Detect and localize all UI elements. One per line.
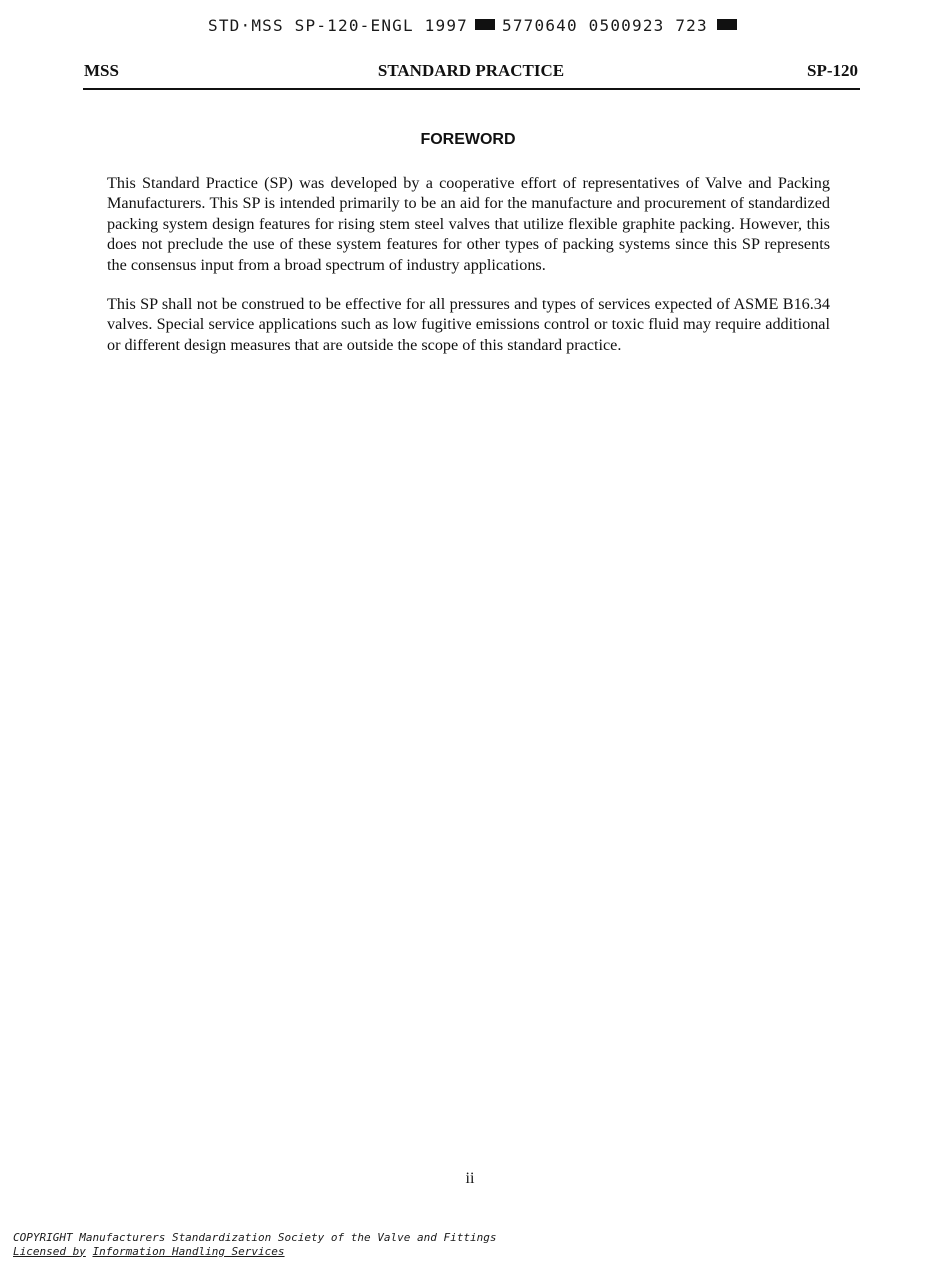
- copyright-footer: [13, 1231, 496, 1258]
- license-prefix: Licensed by: [13, 1244, 86, 1258]
- header-org: MSS: [84, 61, 119, 80]
- license-line: [13, 1245, 496, 1259]
- license-provider: Information Handling Services: [92, 1244, 285, 1258]
- page-header: [84, 61, 858, 83]
- header-divider: [83, 88, 860, 90]
- document-id-stamp: [208, 16, 737, 35]
- header-doc-number: SP-120: [807, 61, 858, 80]
- page-number: ii: [465, 1170, 475, 1187]
- foreword-paragraph-1: This Standard Practice (SP) was developed by a cooperative effort of representatives of Valve and Packing Manufacturers. This SP is intended primarily to be an aid for the manufacture and procurement of standardized packing system design features for rising stem steel valves that utilize flexible graphite packing. However, this does not preclude the use of these system features for other types of packing systems since this SP represents the consensus input from a broad spectrum of industry applications.: [107, 174, 830, 274]
- section-title: FOREWORD: [420, 131, 516, 148]
- redaction-block: [475, 19, 495, 30]
- foreword-paragraph-2: This SP shall not be construed to be effective for all pressures and types of services expected of ASME B16.34 valves. Special service applications such as low fugitive emissions control or toxic fluid may require additional or different design measures that are outside the scope of this standard practice.: [107, 295, 830, 354]
- header-title: STANDARD PRACTICE: [377, 61, 565, 80]
- copyright-line: COPYRIGHT Manufacturers Standardization Society of the Valve and Fittings: [13, 1231, 497, 1244]
- document-id-code: STD·MSS SP-120-ENGL 1997: [208, 16, 468, 35]
- redaction-block-end: [717, 19, 737, 30]
- document-id-number: 5770640 0500923 723: [502, 16, 708, 35]
